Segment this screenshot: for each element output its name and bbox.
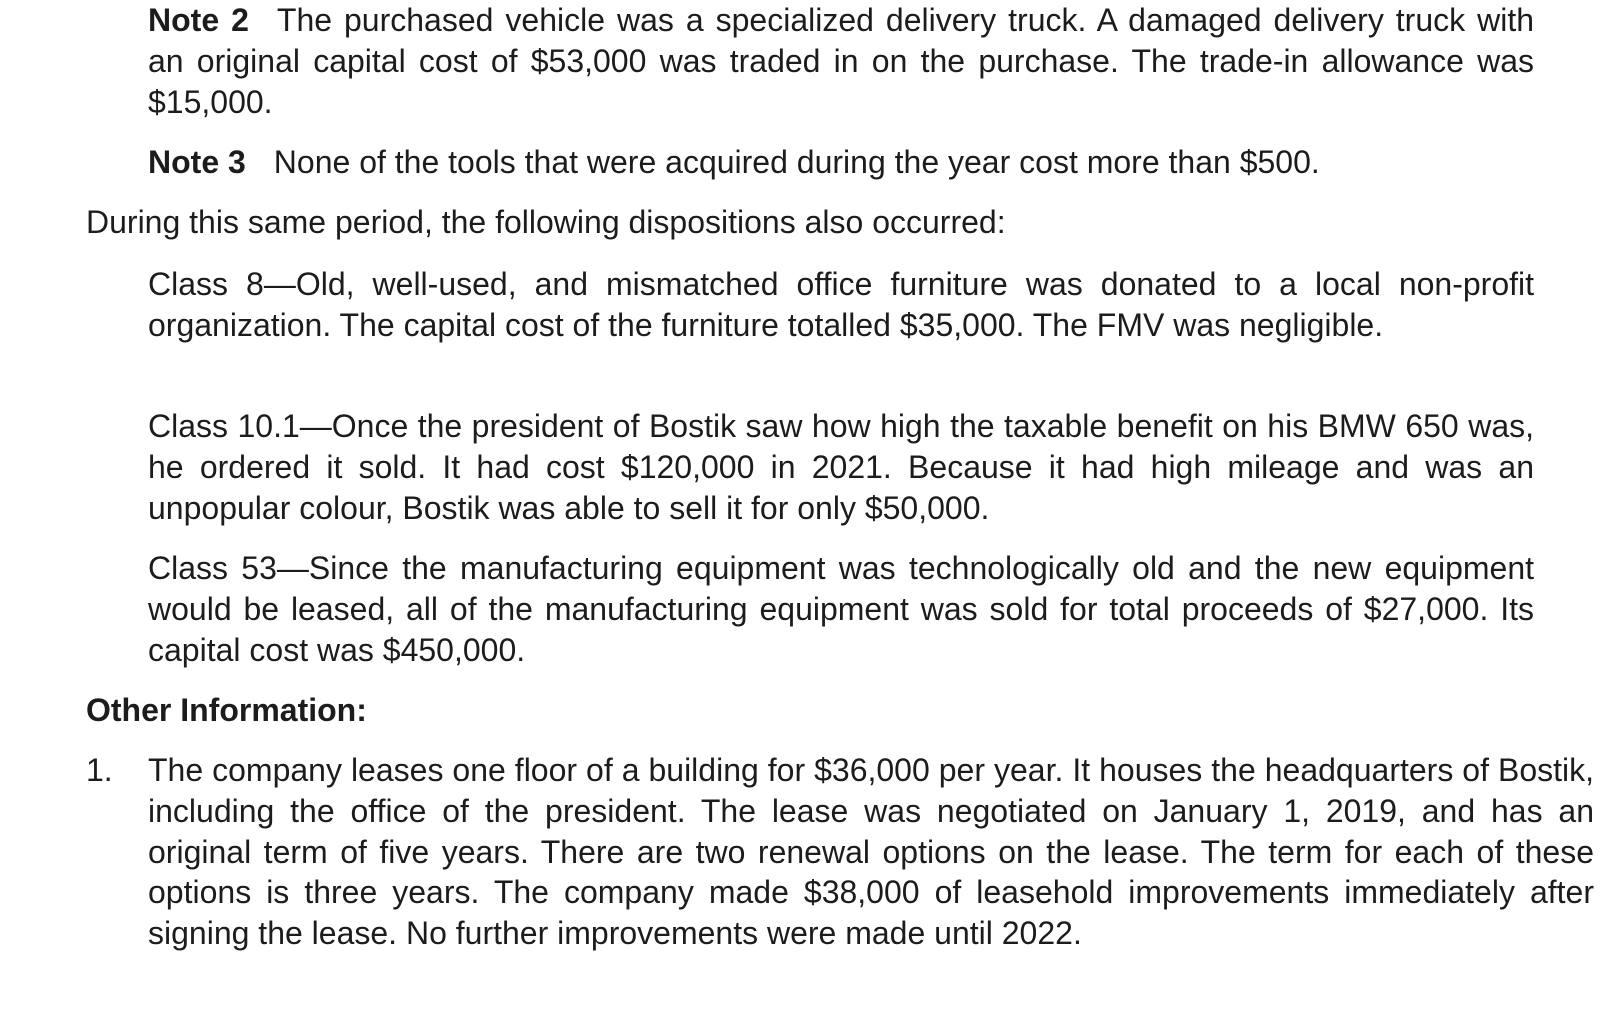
note-2-text: The purchased vehicle was a specialized delivery truck. A damaged delivery truck with an original capital cost of $53,000 was traded in on the purchase. The trade-in allowance was $15,000. <box>148 2 1535 120</box>
other-information-heading: Other Information: <box>86 692 367 728</box>
note-3-text: None of the tools that were acquired during the year cost more than $500. <box>273 144 1320 180</box>
note-3-paragraph <box>148 142 1534 183</box>
disposition-class-10-1: Class 10.1—Once the president of Bostik saw how high the taxable benefit on his BMW 650 was, he ordered it sold. It had cost $120,000 in 2021. Because it had high mileage and was an unpopular colour, Bostik was able to sell it for only $50,000. <box>148 408 1534 526</box>
list-item-text: The company leases one floor of a building for $36,000 per year. It houses the headquarters of Bostik, including the office of the president. The lease was negotiated on January 1, 2019, and has an original term of five years. There are two renewal options on the lease. The term for each of these options is three years. The company made $38,000 of leasehold improvements immediately after signing the lease. No further improvements were made until 2022. <box>148 752 1594 952</box>
note-2-label: Note 2 <box>148 2 249 38</box>
note-2-paragraph <box>148 0 1534 122</box>
disposition-class-8: Class 8—Old, well-used, and mismatched office furniture was donated to a local non-profit organization. The capital cost of the furniture totalled $35,000. The FMV was negligible. <box>148 266 1534 343</box>
dispositions-intro: During this same period, the following dispositions also occurred: <box>86 204 1006 240</box>
note-3-label: Note 3 <box>148 144 246 180</box>
list-item-number: 1. <box>86 752 113 788</box>
disposition-class-53: Class 53—Since the manufacturing equipment was technologically old and the new equipment would be leased, all of the manufacturing equipment was sold for total proceeds of $27,000. Its capital cost was $450,000. <box>148 550 1534 668</box>
